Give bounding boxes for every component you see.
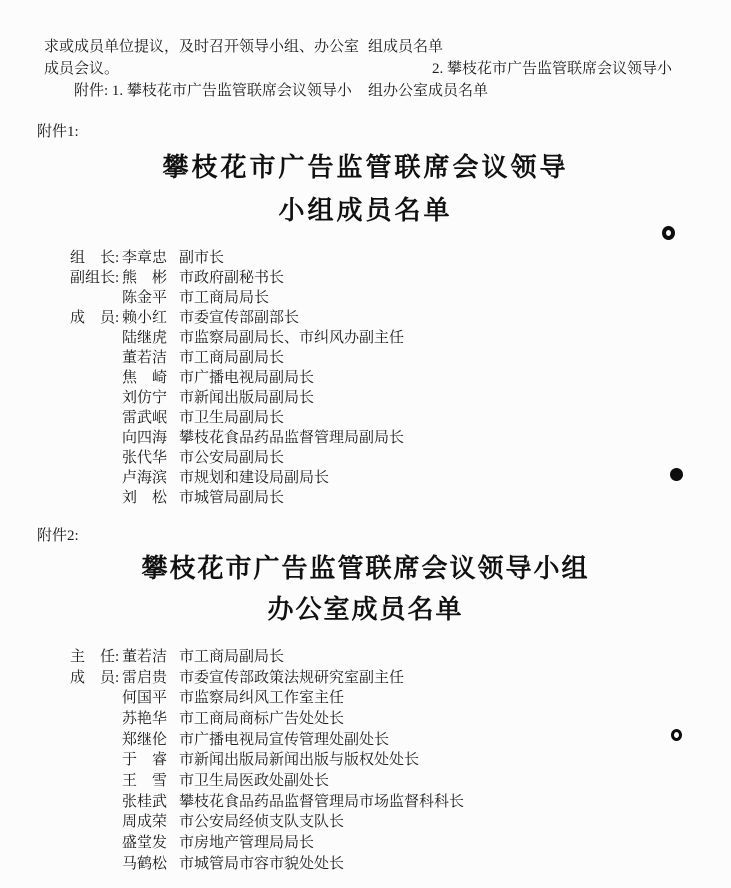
member-title: 市公安局副局长	[179, 449, 285, 466]
attachment2-title-line1: 攀枝花市广告监管联席会议领导小组	[141, 554, 590, 583]
member-row	[70, 748, 464, 769]
attachment1-title	[0, 146, 731, 232]
member-row	[70, 666, 464, 687]
member-row	[70, 811, 464, 832]
hole-punch-ring-icon	[671, 729, 682, 741]
member-title: 攀枝花食品药品监督管理局市场监督科科长	[179, 793, 465, 810]
member-row	[70, 686, 464, 707]
member-row	[70, 386, 404, 406]
member-name: 雷武岷	[122, 409, 168, 426]
attachment2-title-line2: 办公室成员名单	[267, 595, 464, 624]
member-title: 市卫生局医政处副处长	[179, 772, 330, 789]
member-title: 市新闻出版局新闻出版与版权处处长	[179, 752, 420, 769]
member-title: 副市长	[179, 249, 225, 266]
member-name: 盛堂发	[122, 835, 168, 852]
member-title: 市工商局副局长	[179, 349, 285, 366]
member-name: 赖小红	[122, 309, 168, 326]
member-title: 市城管局市容市貌处处长	[179, 855, 345, 872]
member-name: 王 雪	[122, 772, 168, 789]
member-title: 攀枝花食品药品监督管理局副局长	[179, 429, 405, 446]
member-title: 市监察局纠风工作室主任	[179, 690, 345, 707]
member-title: 市工商局商标广告处处长	[179, 710, 345, 727]
member-name: 焦 崎	[122, 369, 168, 386]
member-row	[70, 406, 404, 426]
member-row	[70, 486, 404, 506]
member-row	[70, 707, 464, 728]
ink-dot-icon	[670, 468, 683, 481]
member-row	[70, 790, 464, 811]
member-title: 市卫生局副局长	[179, 409, 285, 426]
member-name: 张代华	[122, 449, 168, 466]
member-role: 成 员:	[70, 669, 120, 686]
member-name: 于 睿	[122, 752, 168, 769]
member-title: 市房地产管理局局长	[179, 835, 315, 852]
intro-paragraph-right-column	[368, 36, 716, 102]
intro-line: 求或成员单位提议，及时召开领导小组、办公室	[44, 39, 360, 55]
office-member-list	[70, 645, 464, 873]
attachment2-label: 附件2:	[37, 528, 79, 544]
member-name: 何国平	[122, 690, 168, 707]
member-name: 周成荣	[122, 814, 168, 831]
member-row	[70, 326, 404, 346]
member-title: 市工商局副局长	[179, 648, 285, 665]
member-name: 陆继虎	[122, 329, 168, 346]
member-title: 市规划和建设局副局长	[179, 469, 330, 486]
attachment-reference-line: 附件: 1. 攀枝花市广告监管联席会议领导小	[74, 83, 352, 99]
intro-line: 组办公室成员名单	[368, 83, 489, 99]
member-title: 市委宣传部政策法规研究室副主任	[179, 669, 405, 686]
member-role: 副组长:	[70, 269, 120, 286]
member-role: 主 任:	[70, 648, 120, 665]
intro-line: 成员会议。	[44, 61, 120, 77]
attachment1-title-line2: 小组成员名单	[278, 196, 453, 225]
member-name: 马鹤松	[122, 855, 168, 872]
member-title: 市委宣传部副部长	[179, 309, 300, 326]
member-title: 市公安局经侦支队支队长	[179, 814, 345, 831]
member-row	[70, 769, 464, 790]
member-row	[70, 852, 464, 873]
member-name: 刘 松	[122, 489, 168, 506]
member-row	[70, 728, 464, 749]
member-name: 熊 彬	[122, 269, 168, 286]
member-row	[70, 466, 404, 486]
member-row	[70, 831, 464, 852]
member-role: 组 长:	[70, 249, 120, 266]
member-title: 市广播电视局副局长	[179, 369, 315, 386]
member-title: 市城管局副局长	[179, 489, 285, 506]
intro-line: 组成员名单	[368, 39, 444, 55]
member-row	[70, 366, 404, 386]
member-title: 市新闻出版局副局长	[179, 389, 315, 406]
member-name: 郑继伦	[122, 731, 168, 748]
member-name: 董若洁	[122, 349, 168, 366]
member-title: 市政府副秘书长	[179, 269, 285, 286]
attachment1-label: 附件1:	[37, 124, 79, 140]
member-name: 刘仿宁	[122, 389, 168, 406]
member-name: 雷启贵	[122, 669, 168, 686]
member-row	[70, 306, 404, 326]
member-row	[70, 286, 404, 306]
member-name: 向四海	[122, 429, 168, 446]
attachment1-title-line1: 攀枝花市广告监管联席会议领导	[162, 153, 569, 182]
member-name: 董若洁	[122, 648, 168, 665]
member-title: 市工商局局长	[179, 289, 270, 306]
member-row	[70, 346, 404, 366]
member-name: 陈金平	[122, 289, 168, 306]
member-name: 李章忠	[122, 249, 168, 266]
member-name: 苏艳华	[122, 710, 168, 727]
member-name: 张桂武	[122, 793, 168, 810]
member-row	[70, 266, 404, 286]
attachment2-title	[0, 548, 731, 630]
member-row	[70, 426, 404, 446]
hole-punch-ring-icon	[662, 226, 675, 240]
member-row	[70, 246, 404, 266]
member-row	[70, 645, 464, 666]
member-row	[70, 446, 404, 466]
member-title: 市广播电视局宣传管理处副处长	[179, 731, 390, 748]
leading-group-member-list	[70, 246, 404, 506]
attachment-reference-line: 2. 攀枝花市广告监管联席会议领导小	[432, 61, 673, 77]
member-name: 卢海滨	[122, 469, 168, 486]
member-title: 市监察局副局长、市纠风办副主任	[179, 329, 405, 346]
member-role: 成 员:	[70, 309, 120, 326]
intro-paragraph-left-column	[44, 36, 368, 102]
